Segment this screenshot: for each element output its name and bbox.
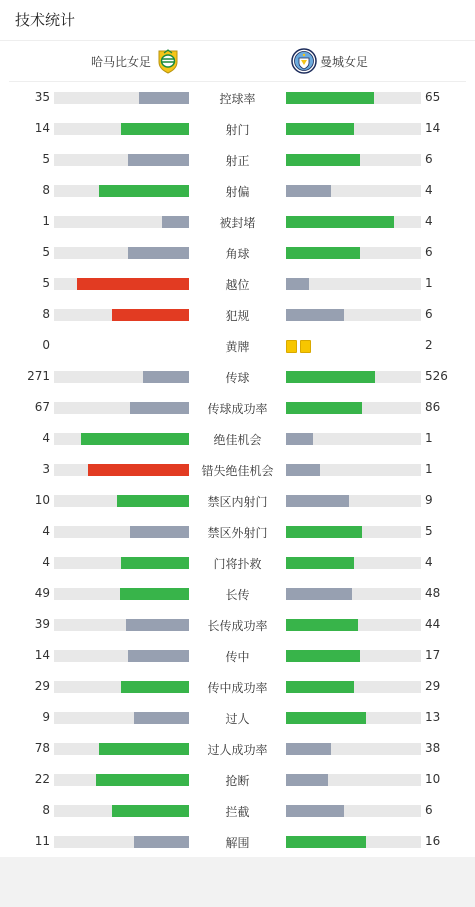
away-stat-bar	[286, 650, 360, 662]
stat-label: 控球率	[219, 92, 256, 106]
home-stat-value: 5	[42, 245, 50, 259]
home-stat-bar	[120, 588, 189, 600]
home-stat-bar-track	[54, 774, 189, 786]
stat-row	[0, 454, 475, 485]
away-stat-bar	[286, 743, 331, 755]
stat-row	[0, 361, 475, 392]
home-stat-bar-track	[54, 588, 189, 600]
stat-row	[0, 175, 475, 206]
home-stat-bar	[128, 247, 189, 259]
home-stat-bar-track	[54, 743, 189, 755]
away-stat-bar	[286, 247, 360, 259]
away-stat-value: 16	[425, 834, 441, 848]
stat-label: 犯规	[225, 309, 250, 323]
home-stat-value: 271	[27, 369, 50, 383]
away-stat-bar	[286, 464, 320, 476]
away-stat-bar	[286, 309, 344, 321]
away-stat-value: 4	[425, 214, 433, 228]
stat-row	[0, 423, 475, 454]
stat-label: 被封堵	[219, 216, 256, 230]
home-team-name: 哈马比女足	[90, 54, 151, 69]
home-stat-bar-track	[54, 805, 189, 817]
home-stat-bar-track	[54, 123, 189, 135]
away-stat-bar	[286, 712, 366, 724]
home-stat-bar	[128, 650, 189, 662]
away-yellow-cards	[286, 340, 311, 353]
home-team[interactable]	[91, 41, 181, 81]
home-stat-bar	[121, 681, 189, 693]
away-stat-bar	[286, 774, 328, 786]
away-stat-bar-track	[286, 309, 421, 321]
away-stat-bar-track	[286, 433, 421, 445]
away-stat-value: 14	[425, 121, 441, 135]
away-stat-value: 86	[425, 400, 441, 414]
home-stat-bar	[81, 433, 189, 445]
away-stat-value: 48	[425, 586, 441, 600]
away-stat-value: 4	[425, 183, 433, 197]
home-stat-bar	[88, 464, 189, 476]
away-stat-bar-track	[286, 371, 421, 383]
home-stat-value: 4	[42, 431, 50, 445]
stat-row	[0, 237, 475, 268]
away-stat-bar-track	[286, 495, 421, 507]
home-stat-bar	[134, 836, 189, 848]
away-stat-value: 1	[425, 431, 433, 445]
home-stat-bar	[126, 619, 189, 631]
home-stat-value: 1	[42, 214, 50, 228]
away-stat-bar-track	[286, 278, 421, 290]
home-stat-bar	[99, 185, 189, 197]
section-title: 技术统计	[0, 0, 475, 41]
away-stat-bar-track	[286, 526, 421, 538]
home-stat-bar	[162, 216, 189, 228]
home-stat-value: 9	[42, 710, 50, 724]
home-stat-bar-track	[54, 92, 189, 104]
home-stat-bar	[121, 123, 189, 135]
stat-row	[0, 609, 475, 640]
stat-row	[0, 795, 475, 826]
home-stat-value: 4	[42, 524, 50, 538]
stat-label: 解围	[225, 836, 250, 850]
away-stat-value: 13	[425, 710, 441, 724]
away-stat-value: 6	[425, 245, 433, 259]
stat-label: 绝佳机会	[213, 433, 262, 447]
away-team[interactable]	[291, 41, 368, 81]
stat-label: 射正	[225, 154, 250, 168]
away-stat-bar	[286, 402, 362, 414]
home-stat-bar-track	[54, 650, 189, 662]
stat-label: 传中成功率	[207, 681, 268, 695]
away-stat-bar	[286, 123, 354, 135]
away-stat-bar	[286, 278, 309, 290]
away-stat-bar	[286, 681, 354, 693]
away-stat-bar-track	[286, 805, 421, 817]
home-stat-bar	[128, 154, 189, 166]
stat-row	[0, 764, 475, 795]
hammarby-logo-icon	[155, 48, 181, 74]
stat-row	[0, 268, 475, 299]
stat-row	[0, 578, 475, 609]
away-stat-value: 44	[425, 617, 441, 631]
home-stat-bar	[77, 278, 189, 290]
away-stat-value: 526	[425, 369, 448, 383]
stat-label: 传球	[225, 371, 250, 385]
home-stat-bar-track	[54, 154, 189, 166]
away-stat-value: 4	[425, 555, 433, 569]
stat-row	[0, 392, 475, 423]
stat-label: 射门	[225, 123, 250, 137]
home-stat-value: 8	[42, 803, 50, 817]
away-stat-bar-track	[286, 557, 421, 569]
stat-label: 拦截	[225, 805, 250, 819]
home-stat-bar	[130, 402, 189, 414]
stat-label: 错失绝佳机会	[201, 464, 274, 478]
stat-row	[0, 516, 475, 547]
home-stat-bar	[143, 371, 189, 383]
stat-row	[0, 702, 475, 733]
away-stat-value: 2	[425, 338, 433, 352]
home-stat-value: 14	[34, 648, 50, 662]
stat-label: 禁区外射门	[207, 526, 268, 540]
home-stat-value: 39	[34, 617, 50, 631]
away-stat-value: 6	[425, 152, 433, 166]
home-stat-bar-track	[54, 371, 189, 383]
away-stat-bar-track	[286, 836, 421, 848]
home-stat-bar	[139, 92, 189, 104]
stat-row	[0, 330, 475, 361]
away-stat-bar-track	[286, 92, 421, 104]
stat-label: 抢断	[225, 774, 250, 788]
home-stat-bar	[130, 526, 189, 538]
stat-row	[0, 547, 475, 578]
away-stat-bar	[286, 185, 331, 197]
away-stat-value: 1	[425, 462, 433, 476]
home-stat-bar-track	[54, 836, 189, 848]
stat-row	[0, 733, 475, 764]
home-stat-value: 35	[34, 90, 50, 104]
home-stat-value: 29	[34, 679, 50, 693]
home-stat-value: 78	[34, 741, 50, 755]
away-stat-value: 6	[425, 803, 433, 817]
stat-label: 门将扑救	[213, 557, 262, 571]
stat-row	[0, 640, 475, 671]
away-stat-bar	[286, 495, 349, 507]
home-stat-bar-track	[54, 216, 189, 228]
home-stat-bar-track	[54, 681, 189, 693]
away-stat-value: 6	[425, 307, 433, 321]
away-stat-bar-track	[286, 619, 421, 631]
home-stat-bar	[134, 712, 189, 724]
away-stat-bar	[286, 154, 360, 166]
away-stat-bar-track	[286, 464, 421, 476]
away-stat-bar	[286, 557, 354, 569]
away-stat-bar	[286, 805, 344, 817]
home-stat-bar-track	[54, 185, 189, 197]
away-stat-bar-track	[286, 123, 421, 135]
home-stat-bar-track	[54, 495, 189, 507]
stat-row	[0, 299, 475, 330]
away-stat-bar	[286, 216, 394, 228]
stat-label: 禁区内射门	[207, 495, 268, 509]
stat-label: 过人	[225, 712, 250, 726]
stats-list	[0, 82, 475, 857]
away-stat-bar-track	[286, 774, 421, 786]
home-stat-value: 0	[42, 338, 50, 352]
stat-row	[0, 113, 475, 144]
away-stat-value: 29	[425, 679, 441, 693]
away-stat-bar-track	[286, 402, 421, 414]
stat-label: 角球	[225, 247, 250, 261]
stat-row	[0, 144, 475, 175]
home-stat-bar-track	[54, 712, 189, 724]
stat-label: 传中	[225, 650, 250, 664]
home-stat-value: 5	[42, 276, 50, 290]
stat-row	[0, 206, 475, 237]
away-stat-bar	[286, 588, 352, 600]
home-stat-bar-track	[54, 619, 189, 631]
home-stat-bar-track	[54, 526, 189, 538]
away-stat-bar	[286, 92, 374, 104]
away-stat-bar-track	[286, 712, 421, 724]
home-stat-bar-track	[54, 309, 189, 321]
stat-label: 越位	[225, 278, 250, 292]
home-stat-bar	[121, 557, 189, 569]
home-stat-value: 14	[34, 121, 50, 135]
away-stat-bar-track	[286, 216, 421, 228]
stat-label: 长传	[225, 588, 250, 602]
home-stat-bar-track	[54, 557, 189, 569]
stat-label: 传球成功率	[207, 402, 268, 416]
home-stat-value: 5	[42, 152, 50, 166]
away-stat-bar	[286, 526, 362, 538]
home-stat-value: 49	[34, 586, 50, 600]
away-stat-value: 5	[425, 524, 433, 538]
stat-label: 射偏	[225, 185, 250, 199]
away-stat-bar-track	[286, 743, 421, 755]
home-stat-value: 11	[34, 834, 50, 848]
home-stat-bar	[96, 774, 189, 786]
home-stat-value: 67	[34, 400, 50, 414]
yellow-card-icon	[286, 340, 297, 353]
home-stat-value: 10	[34, 493, 50, 507]
away-stat-bar	[286, 619, 358, 631]
home-stat-bar-track	[54, 433, 189, 445]
stat-label: 过人成功率	[207, 743, 268, 757]
away-stat-bar	[286, 433, 313, 445]
away-stat-bar-track	[286, 650, 421, 662]
home-stat-bar	[112, 805, 189, 817]
home-stat-bar-track	[54, 464, 189, 476]
yellow-card-icon	[300, 340, 311, 353]
stat-row	[0, 671, 475, 702]
away-team-name: 曼城女足	[320, 54, 369, 69]
home-stat-bar-track	[54, 278, 189, 290]
stat-row	[0, 826, 475, 857]
home-stat-bar	[117, 495, 189, 507]
home-stat-value: 8	[42, 307, 50, 321]
home-stat-value: 22	[34, 772, 50, 786]
home-stat-value: 8	[42, 183, 50, 197]
teams-header	[9, 41, 466, 82]
away-stat-bar-track	[286, 185, 421, 197]
stat-label: 长传成功率	[207, 619, 268, 633]
stat-row	[0, 82, 475, 113]
away-stat-value: 17	[425, 648, 441, 662]
away-stat-bar-track	[286, 154, 421, 166]
away-stat-value: 1	[425, 276, 433, 290]
home-stat-bar-track	[54, 247, 189, 259]
away-stat-bar	[286, 371, 375, 383]
away-stat-bar	[286, 836, 366, 848]
away-stat-value: 38	[425, 741, 441, 755]
stat-label: 黄牌	[225, 340, 250, 354]
away-stat-value: 9	[425, 493, 433, 507]
away-stat-value: 65	[425, 90, 441, 104]
home-stat-bar	[112, 309, 189, 321]
away-stat-bar-track	[286, 588, 421, 600]
away-stat-bar-track	[286, 681, 421, 693]
away-stat-value: 10	[425, 772, 441, 786]
home-stat-value: 3	[42, 462, 50, 476]
stat-row	[0, 485, 475, 516]
manchester-city-logo-icon	[291, 48, 317, 74]
home-stat-bar	[99, 743, 189, 755]
away-stat-bar-track	[286, 247, 421, 259]
home-stat-bar-track	[54, 402, 189, 414]
home-stat-value: 4	[42, 555, 50, 569]
